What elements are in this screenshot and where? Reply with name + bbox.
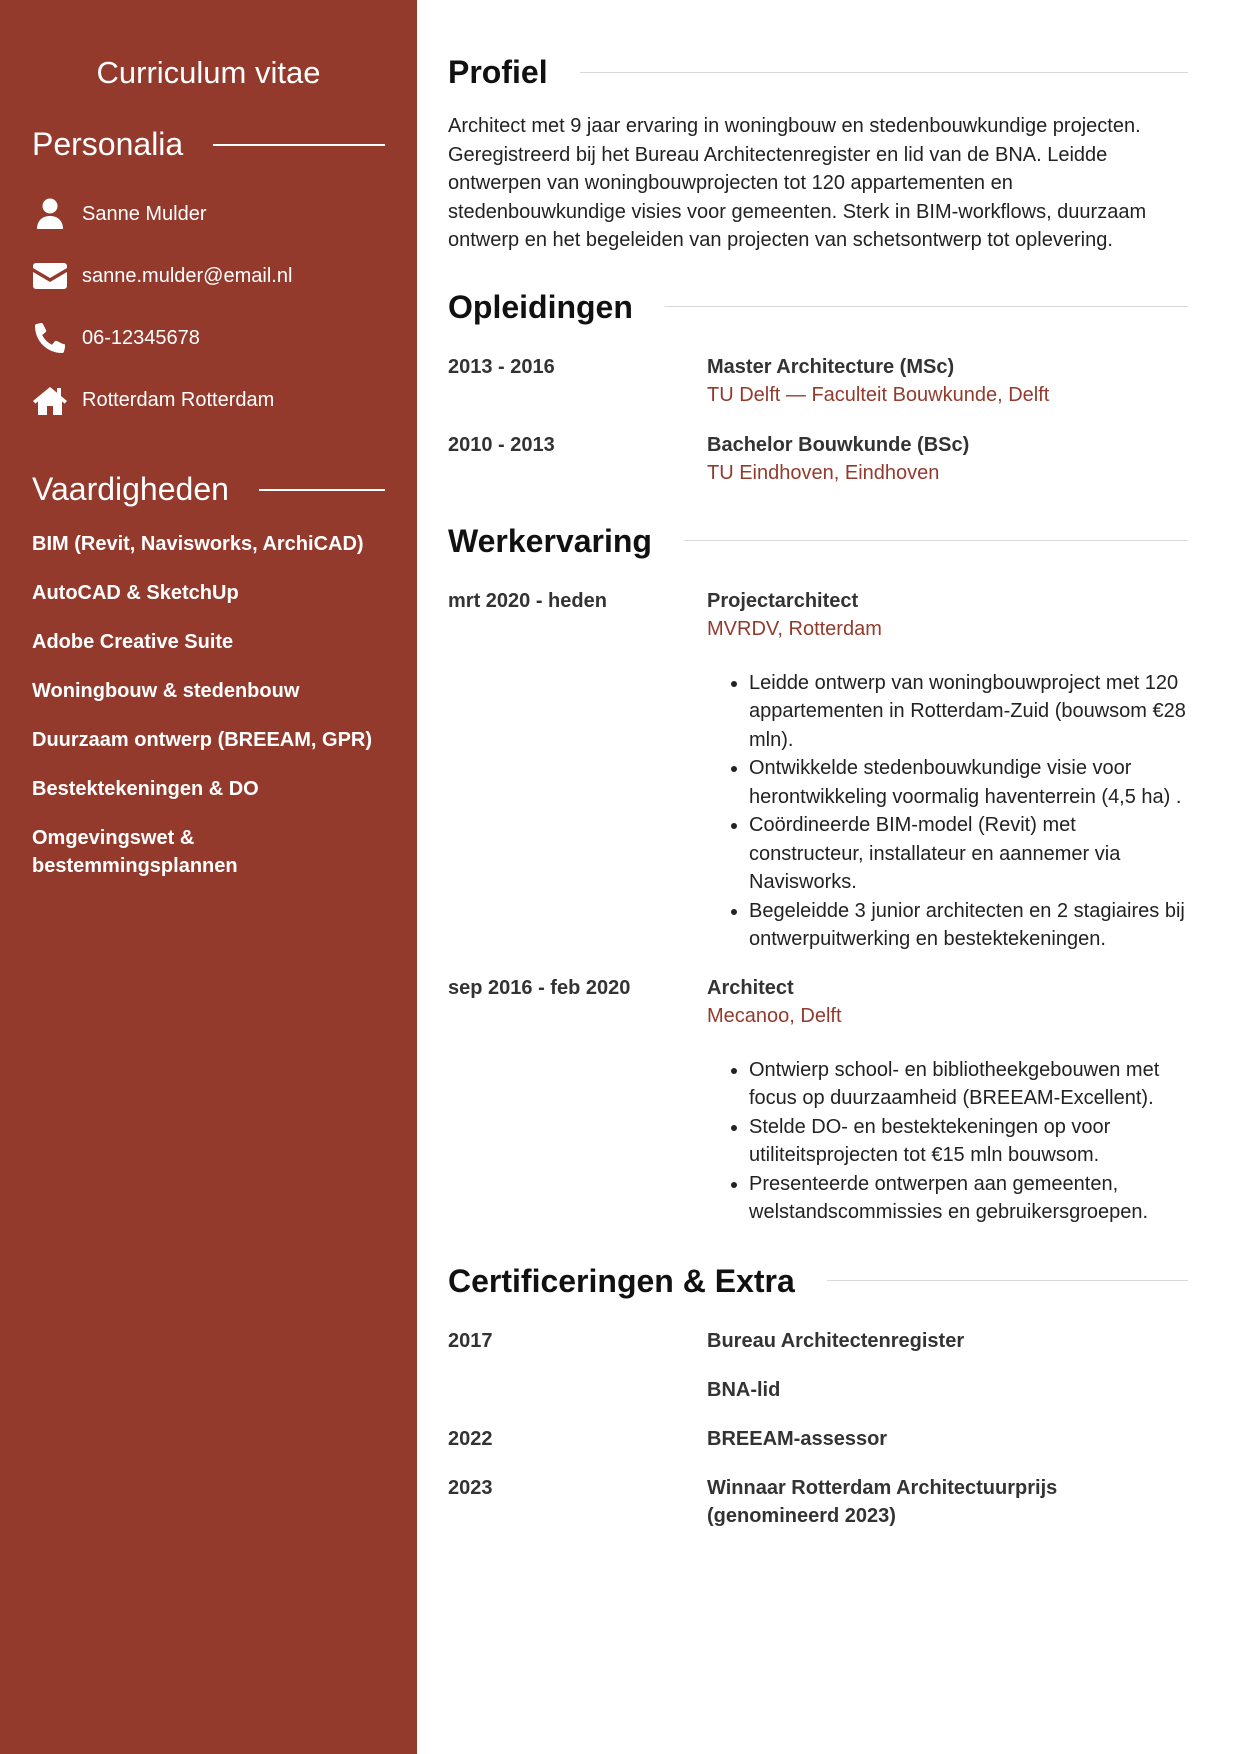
skill-item: Omgevingswet & bestemmingsplannen <box>32 827 238 877</box>
education-institution: TU Eindhoven, Eindhoven <box>707 461 940 484</box>
experience-bullet: • Ontwikkelde stedenbouwkundige visie voor herontwikkeling voormalig haventerrein (4,5 ha) . <box>749 754 1188 811</box>
experience-role: Projectarchitect <box>707 589 859 612</box>
main-content <box>448 0 1188 1530</box>
experience-bullet: • Presenteerde ontwerpen aan gemeenten, welstandscommissies en gebruikersgroepen. <box>749 1170 1188 1227</box>
certification-year: 2022 <box>448 1427 493 1450</box>
experience-date: mrt 2020 - heden <box>448 589 607 612</box>
experience-divider <box>684 540 1188 541</box>
personalia-heading-label: Personalia <box>32 126 184 162</box>
certification-title: BNA-lid <box>707 1378 781 1401</box>
document-title: Curriculum vitae <box>96 55 321 90</box>
experience-bullet: • Coördineerde BIM-model (Revit) met constructeur, installateur en aannemer via Navisworks. <box>749 811 1188 897</box>
experience-role: Architect <box>707 976 794 999</box>
education-date: 2010 - 2013 <box>448 433 555 456</box>
experience-entry <box>448 974 1188 1227</box>
profile-text: Architect met 9 jaar ervaring in woningbouw en stedenbouwkundige projecten. Geregistreerd bij het Bureau Architectenregister en lid van de BNA. Leidde ontwerpen van woningbouwprojecten tot 120 appartementen en stedenbouwkundige visies voor gemeenten. Sterk in BIM-workflows, duurzaam ontwerp en het begeleiden van projecten van schetsontwerp tot oplevering. <box>448 115 1147 251</box>
certification-title: Winnaar Rotterdam Architectuurprijs (genomineerd 2023) <box>707 1476 1058 1527</box>
experience-company: MVRDV, Rotterdam <box>707 617 882 640</box>
experience-bullets <box>707 1056 1188 1227</box>
certification-year: 2017 <box>448 1329 493 1352</box>
experience-bullet: • Ontwierp school- en bibliotheekgebouwen met focus op duurzaamheid (BREEAM-Excellent). <box>749 1056 1188 1113</box>
contact-name-text: Sanne Mulder <box>82 202 207 225</box>
profile-divider <box>580 72 1188 73</box>
experience-heading-label: Werkervaring <box>448 522 652 559</box>
experience-bullet: • Begeleidde 3 junior architecten en 2 stagiaires bij ontwerpuitwerking en bestektekeningen. <box>749 897 1188 954</box>
contact-email[interactable] <box>32 245 385 307</box>
skill-item: Bestektekeningen & DO <box>32 778 259 800</box>
education-institution: TU Delft — Faculteit Bouwkunde, Delft <box>707 383 1050 406</box>
education-date: 2013 - 2016 <box>448 355 555 378</box>
experience-bullets <box>707 669 1188 954</box>
user-icon <box>32 198 68 230</box>
certification-title: Bureau Architectenregister <box>707 1329 965 1352</box>
education-entry <box>448 353 1188 409</box>
certification-entry <box>448 1327 1188 1355</box>
experience-bullet: • Stelde DO- en bestektekeningen op voor utiliteitsprojecten tot €15 mln bouwsom. <box>749 1113 1188 1170</box>
skill-item: Adobe Creative Suite <box>32 631 234 653</box>
profile-heading <box>448 52 1188 92</box>
personalia-divider <box>213 144 385 146</box>
skill-item: BIM (Revit, Navisworks, ArchiCAD) <box>32 533 364 555</box>
personalia-heading <box>32 126 385 163</box>
contact-name <box>32 183 385 245</box>
education-degree: Bachelor Bouwkunde (BSc) <box>707 433 970 456</box>
envelope-icon <box>32 260 68 292</box>
experience-date: sep 2016 - feb 2020 <box>448 976 631 999</box>
experience-bullet: • Leidde ontwerp van woningbouwproject met 120 appartementen in Rotterdam-Zuid (bouwsom €28 mln). <box>749 669 1188 755</box>
certification-entry <box>448 1376 1188 1404</box>
education-degree: Master Architecture (MSc) <box>707 355 955 378</box>
skills-heading-label: Vaardigheden <box>32 471 229 507</box>
education-divider <box>665 306 1188 307</box>
contact-phone-text: 06-12345678 <box>82 326 200 349</box>
education-entry <box>448 431 1188 487</box>
experience-company: Mecanoo, Delft <box>707 1004 842 1027</box>
experience-heading <box>448 521 1188 561</box>
certification-entry <box>448 1425 1188 1453</box>
certifications-heading <box>448 1261 1188 1301</box>
education-heading <box>448 287 1188 327</box>
skill-item: AutoCAD & SketchUp <box>32 582 239 604</box>
profile-heading-label: Profiel <box>448 54 548 90</box>
skill-item: Woningbouw & stedenbouw <box>32 680 300 702</box>
certification-year <box>448 1376 707 1404</box>
certifications-divider <box>827 1280 1188 1281</box>
experience-entry <box>448 587 1188 954</box>
certifications-heading-label: Certificeringen & Extra <box>448 1262 795 1299</box>
certification-year: 2023 <box>448 1476 493 1499</box>
skills-list <box>32 530 385 880</box>
skills-heading <box>32 471 385 508</box>
skill-item: Duurzaam ontwerp (BREEAM, GPR) <box>32 729 373 751</box>
contact-email-text: sanne.mulder@email.nl <box>82 264 293 287</box>
contact-address-text: Rotterdam Rotterdam <box>82 388 275 411</box>
education-heading-label: Opleidingen <box>448 288 633 325</box>
certification-entry <box>448 1474 1188 1530</box>
contact-address <box>32 369 385 431</box>
sidebar <box>0 0 417 1754</box>
contact-list <box>32 183 385 431</box>
home-icon <box>32 384 68 416</box>
skills-divider <box>259 489 385 491</box>
phone-icon <box>32 322 68 354</box>
contact-phone[interactable] <box>32 307 385 369</box>
certification-title: BREEAM-assessor <box>707 1427 888 1450</box>
